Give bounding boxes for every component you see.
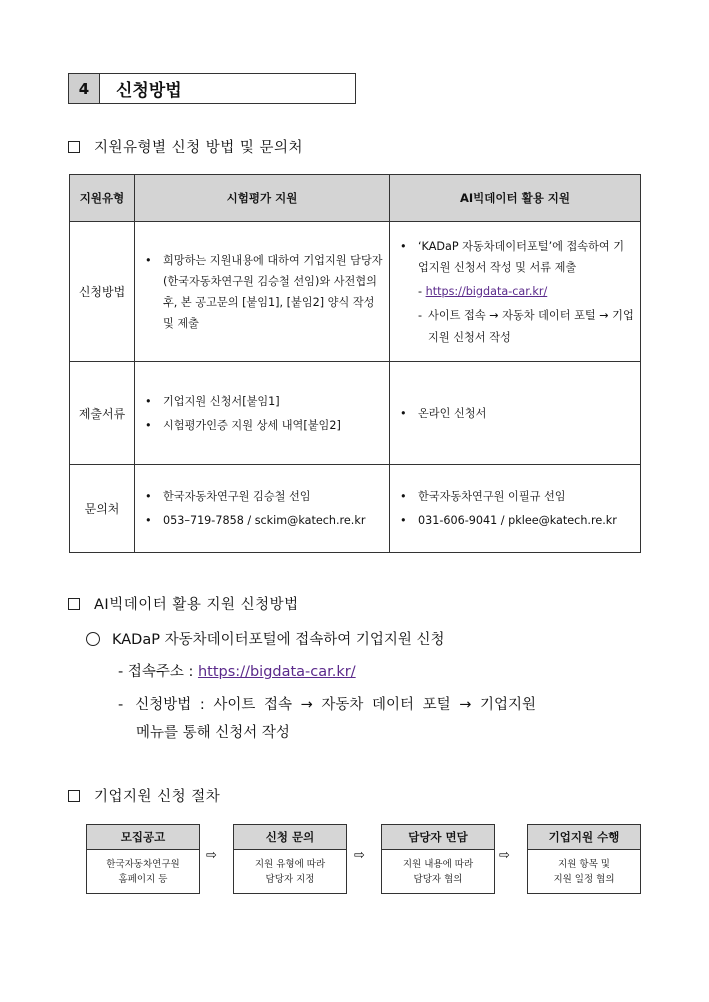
- bullet-icon: •: [145, 514, 152, 527]
- table-row: [70, 465, 641, 553]
- apply-test-text: 희망하는 지원내용에 대하여 기업지원 담당자(한국자동차연구원 김승철 선임)와 사전협의 후, 본 공고문의 [붙임1], [붙임2] 양식 작성 및 제출: [163, 253, 383, 330]
- dash-icon: -: [418, 308, 423, 322]
- checkbox-square-icon: [68, 598, 80, 610]
- address-label: 접속주소 :: [127, 664, 198, 680]
- dash-icon: -: [418, 284, 423, 298]
- dash-item-method: [118, 691, 640, 747]
- dash-item-address: [118, 658, 356, 686]
- contact-ai-cell: [390, 465, 641, 553]
- row-label-contact: 문의처: [70, 465, 135, 553]
- section-title: 신청방법: [116, 81, 182, 101]
- bullet-icon: •: [400, 239, 407, 253]
- bullet-icon: •: [400, 514, 407, 527]
- contact-ai-name: 한국자동차연구원 이필규 선임: [418, 490, 566, 503]
- circle-bullet-icon: [86, 632, 100, 646]
- docs-ai-text: 온라인 신청서: [418, 406, 487, 420]
- apply-test-cell: [135, 222, 390, 362]
- row-label-apply: 신청방법: [70, 222, 135, 362]
- heading-ai-method: [68, 593, 299, 614]
- right-arrow-icon: ⇨: [206, 848, 217, 863]
- application-table: [69, 174, 641, 553]
- circle-item: [86, 628, 445, 649]
- header-test: 시험평가 지원: [135, 175, 390, 222]
- bullet-icon: •: [400, 406, 407, 420]
- flow-step-interview: [381, 824, 495, 894]
- flow-step-body: 지원 내용에 따라 담당자 협의: [402, 858, 474, 885]
- apply-ai-text: ‘KADaP 자동차데이터포털’에 접속하여 기업지원 신청서 작성 및 서류 제출: [418, 239, 625, 274]
- row-label-docs: 제출서류: [70, 362, 135, 465]
- flow-step-title: 신청 문의: [234, 825, 346, 850]
- method-line-1: 신청방법 : 사이트 접속 → 자동차 데이터 포털 → 기업지원: [135, 697, 537, 713]
- flow-step-body: 지원 항목 및 지원 일정 협의: [553, 858, 615, 885]
- contact-test-info: 053–719-7858 / sckim@katech.re.kr: [163, 514, 366, 527]
- contact-ai-info: 031-606-9041 / pklee@katech.re.kr: [418, 514, 617, 527]
- circle-item-text: KADaP 자동차데이터포털에 접속하여 기업지원 신청: [112, 632, 445, 648]
- flow-step-recruit: [86, 824, 200, 894]
- flow-step-title: 기업지원 수행: [528, 825, 640, 850]
- heading-text: 지원유형별 신청 방법 및 문의처: [94, 140, 304, 156]
- heading-support-types: [68, 136, 303, 157]
- docs-test-2: 시험평가인증 지원 상세 내역[붙임2]: [163, 418, 341, 432]
- heading-text: 기업지원 신청 절차: [94, 789, 221, 805]
- heading-procedure: [68, 785, 220, 806]
- flow-step-body: 한국자동차연구원 홈페이지 등: [106, 858, 180, 885]
- apply-ai-cell: [390, 222, 641, 362]
- checkbox-square-icon: [68, 790, 80, 802]
- heading-text: AI빅데이터 활용 지원 신청방법: [94, 597, 299, 613]
- bullet-icon: •: [145, 418, 152, 432]
- contact-test-cell: [135, 465, 390, 553]
- apply-ai-steps: 사이트 접속 → 자동차 데이터 포털 → 기업지원 신청서 작성: [428, 308, 634, 344]
- table-row: [70, 222, 641, 362]
- section-header: [68, 73, 356, 104]
- flow-step-title: 담당자 면담: [382, 825, 494, 850]
- bullet-icon: •: [145, 253, 152, 267]
- section-number: 4: [69, 74, 100, 103]
- table-header-row: [70, 175, 641, 222]
- method-line-2: 메뉴를 통해 신청서 작성: [136, 725, 290, 741]
- checkbox-square-icon: [68, 141, 80, 153]
- docs-test-1: 기업지원 신청서[붙임1]: [163, 394, 280, 408]
- header-type: 지원유형: [70, 175, 135, 222]
- dash-icon: -: [118, 697, 124, 713]
- table-row: [70, 362, 641, 465]
- flow-step-title: 모집공고: [87, 825, 199, 850]
- bullet-icon: •: [400, 490, 407, 503]
- right-arrow-icon: ⇨: [354, 848, 365, 863]
- flow-step-execute: [527, 824, 641, 894]
- bullet-icon: •: [145, 490, 152, 503]
- dash-icon: -: [118, 664, 124, 680]
- docs-test-cell: [135, 362, 390, 465]
- address-link[interactable]: https://bigdata-car.kr/: [197, 664, 356, 680]
- right-arrow-icon: ⇨: [499, 848, 510, 863]
- flow-step-body: 지원 유형에 따라 담당자 지정: [254, 858, 326, 885]
- docs-ai-cell: [390, 362, 641, 465]
- bigdata-link[interactable]: https://bigdata-car.kr/: [425, 284, 548, 298]
- flow-step-inquiry: [233, 824, 347, 894]
- header-ai: AI빅데이터 활용 지원: [390, 175, 641, 222]
- bullet-icon: •: [145, 394, 152, 408]
- contact-test-name: 한국자동차연구원 김승철 선임: [163, 490, 311, 503]
